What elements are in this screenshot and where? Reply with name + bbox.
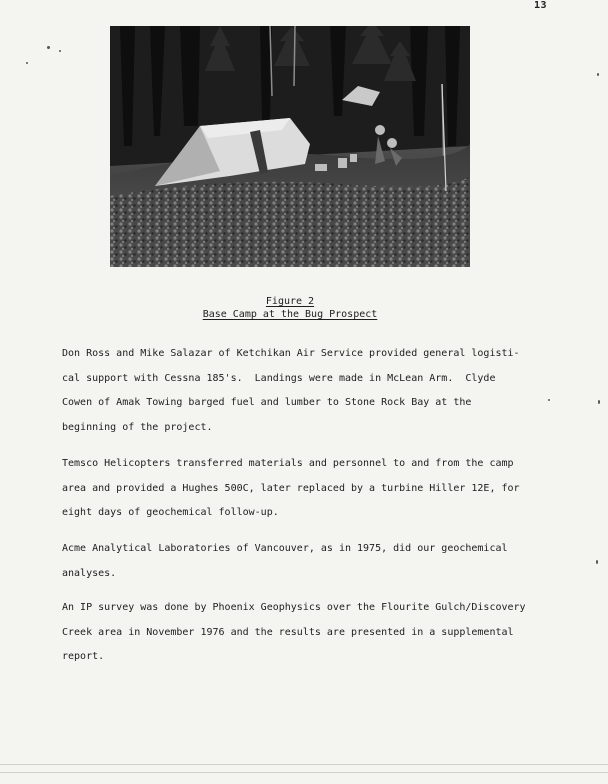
text-line: report. [62, 651, 105, 662]
scan-speck [59, 50, 61, 52]
text-line: cal support with Cessna 185's. Landings were made in McLean Arm. Clyde [62, 372, 496, 384]
scan-speck [26, 62, 28, 64]
text-line: Temsco Helicopters transferred materials and personnel to and from the camp [62, 458, 514, 469]
text-line: analyses. [62, 567, 117, 579]
scan-speck [598, 400, 600, 404]
page-number: 13 [534, 0, 548, 11]
text-line: An IP survey was done by Phoenix Geophysics over the Flourite Gulch/Discovery [62, 602, 526, 613]
paragraph-helicopters [62, 452, 562, 526]
scan-speck [596, 560, 598, 564]
text-line: Acme Analytical Laboratories of Vancouver, as in 1975, did our geochemical [62, 543, 508, 554]
figure-subtitle [110, 309, 470, 320]
text-line: beginning of the project. [62, 421, 213, 433]
paragraph-logistics [62, 342, 562, 440]
scan-line [0, 764, 608, 765]
scan-speck [548, 399, 550, 401]
scan-line [0, 772, 608, 773]
figure-subtitle-text: Base Camp at the Bug Prospect [202, 309, 378, 320]
scan-speck [47, 46, 50, 49]
text-line: eight days of geochemical follow-up. [62, 507, 279, 518]
figure-title-text: Figure 2 [265, 296, 315, 307]
text-line: Don Ross and Mike Salazar of Ketchikan Air Service provided general logisti- [62, 348, 520, 359]
paragraph-ip-survey [62, 596, 562, 670]
text-line: area and provided a Hughes 500C, later replaced by a turbine Hiller 12E, for [62, 482, 520, 494]
paragraph-laboratory [62, 537, 562, 586]
text-line: Cowen of Amak Towing barged fuel and lumber to Stone Rock Bay at the [62, 397, 472, 408]
text-line: Creek area in November 1976 and the results are presented in a supplemental [62, 626, 514, 638]
scan-speck [597, 73, 599, 76]
figure-title [110, 296, 470, 307]
base-camp-photo [110, 26, 470, 267]
